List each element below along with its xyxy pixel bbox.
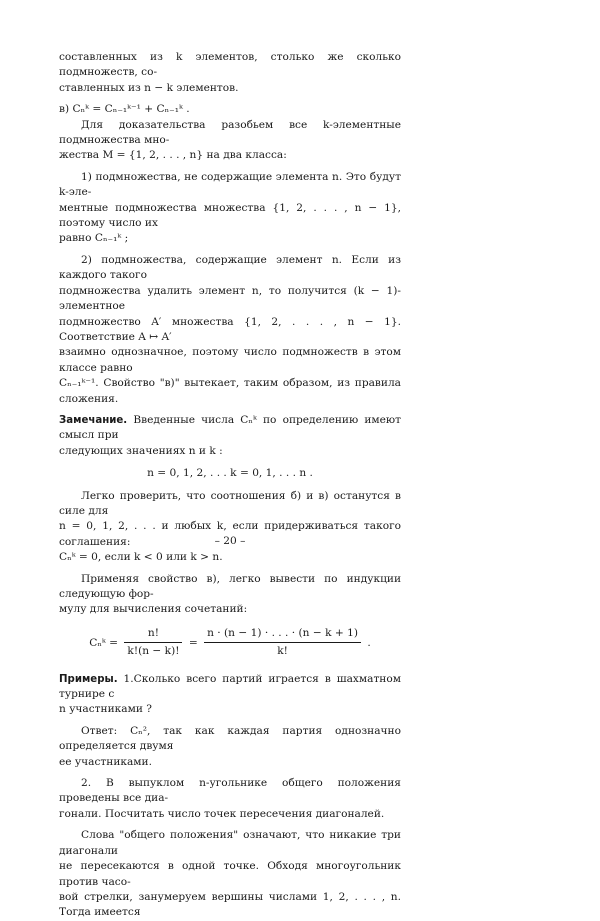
text-line: 2) подмножества, содержащие элемент n. Если из каждого такого — [59, 253, 401, 282]
text-line: 2. В выпуклом n-угольнике общего положения проведены все диа- — [59, 777, 401, 805]
remark-heading: Замечание. — [59, 414, 128, 426]
text-line: Для доказательства разобьем все k-элементные подмножества мно- — [59, 118, 401, 147]
text-line: Cₙᵏ = 0, если k < 0 или k > n. — [59, 551, 223, 564]
text-line: гонали. Посчитать число точек пересечения диагоналей. — [59, 807, 385, 820]
text-line: подмножество A′ множества {1, 2, . . . , n − 1}. Соответствие A ↦ A′ — [59, 315, 401, 343]
text-line: ставленных из n − k элементов. — [59, 81, 239, 94]
text-line: не пересекаются в одной точке. Обходя многоугольник против часо- — [59, 860, 401, 888]
text-line: подмножества удалить элемент n, то получится (k − 1)-элементное — [59, 284, 401, 313]
text-line: Ответ: Cₙ², так как каждая партия однозначно определяется двумя — [59, 724, 401, 753]
text-line: взаимно однозначное, поэтому число подмножеств в этом классе равно — [59, 346, 401, 374]
formula-period: . — [367, 636, 371, 649]
text-line: 1.Сколько всего партий играется в шахматном турнире с — [59, 672, 401, 701]
combinations-formula — [59, 626, 401, 660]
text-line: Применяя свойство в), легко вывести по индукции следующую фор- — [59, 572, 401, 600]
text-line: n участниками ? — [59, 703, 152, 716]
text-line: ее участниками. — [59, 755, 152, 768]
formula-equals: = — [188, 636, 198, 649]
text-line: следующих значениях n и k : — [59, 444, 223, 457]
text-line: мулу для вычисления сочетаний: — [59, 603, 248, 616]
text-line: равно Cₙ₋₁ᵏ ; — [59, 232, 129, 245]
fraction-factorial — [124, 626, 182, 660]
text-line: n = 0, 1, 2, . . . и любых k, если придерживаться такого соглашения: — [59, 520, 401, 548]
fraction-numerator: n · (n − 1) · . . . · (n − k + 1) — [204, 626, 361, 643]
examples-heading: Примеры. — [59, 673, 118, 685]
text-line: вой стрелки, занумеруем вершины числами 1, 2, . . . , n. Тогда имеется — [59, 890, 401, 919]
property-c-formula: в) Cₙᵏ = Cₙ₋₁ᵏ⁻¹ + Cₙ₋₁ᵏ . — [59, 103, 190, 116]
text-line: Слова "общего положения" означают, что никакие три диагонали — [59, 829, 401, 857]
remark-paragraph — [59, 413, 401, 444]
formula-lhs: Cₙᵏ = — [89, 636, 119, 649]
value-range-formula: n = 0, 1, 2, . . . k = 0, 1, . . . n . — [147, 467, 313, 480]
text-line: жества M = {1, 2, . . . , n} на два класса: — [59, 149, 287, 162]
text-line: Введенные числа Cₙᵏ по определению имеют смысл при — [59, 413, 401, 442]
text-line: ментные подмножества множества {1, 2, . . . , n − 1}, поэтому число их — [59, 201, 401, 230]
page-body — [59, 50, 401, 921]
fraction-denominator: k!(n − k)! — [127, 645, 180, 658]
examples-paragraph — [59, 672, 401, 703]
fraction-numerator: n! — [124, 626, 182, 643]
text-line: Cₙ₋₁ᵏ⁻¹. Свойство "в)" вытекает, таким образом, из правила сложения. — [59, 377, 401, 405]
fraction-product — [204, 626, 361, 660]
page-number: – 20 – — [214, 535, 246, 547]
text-line: Легко проверить, что соотношения б) и в) останутся в силе для — [59, 489, 401, 517]
fraction-denominator: k! — [277, 645, 288, 658]
text-line: составленных из k элементов, столько же сколько подмножеств, со- — [59, 51, 401, 79]
text-line: 1) подмножества, не содержащие элемента n. Это будут k-эле- — [59, 170, 401, 199]
